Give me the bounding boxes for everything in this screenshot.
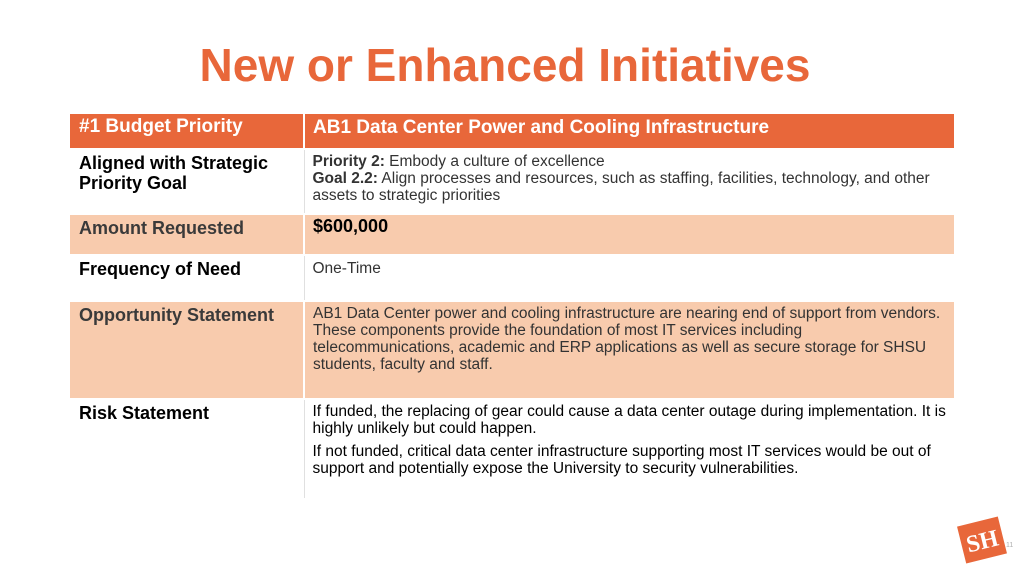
risk-funded-text: If funded, the replacing of gear could cause a data center outage during implementation. It is highly unlikely but could happen. [312,403,946,437]
frequency-label: Frequency of Need [70,255,304,301]
table-header-row [70,114,954,149]
aligned-goal-label: Aligned with Strategic Priority Goal [70,149,304,214]
frequency-value: One-Time [304,255,954,301]
priority-prefix: Priority 2: [312,153,385,170]
amount-requested-label: Amount Requested [70,214,304,255]
table-row [70,255,954,301]
page-number: 11 [1006,542,1014,549]
initiative-table [70,114,954,498]
shsu-logo-icon [956,516,1008,564]
page-title: New or Enhanced Initiatives [199,39,811,91]
opportunity-label: Opportunity Statement [70,301,304,399]
goal-prefix: Goal 2.2: [312,170,378,187]
table-row [70,301,954,399]
table-row [70,149,954,214]
risk-not-funded-text: If not funded, critical data center infrastructure supporting most IT services would be out of support and potentially expose the University to security vulnerabilities. [312,443,931,477]
risk-label: Risk Statement [70,399,304,498]
goal-text: Align processes and resources, such as staffing, facilities, technology, and other assets to strategic priorities [312,170,930,204]
opportunity-value: AB1 Data Center power and cooling infrastructure are nearing end of support from vendors. These components provide the foundation of most IT services including telecommunications, academic and ERP applications as well as secure storage for SHSU students, faculty and staff. [304,301,954,399]
budget-priority-value: AB1 Data Center Power and Cooling Infrastructure [304,114,954,149]
logo-text: SH [963,525,1002,559]
priority-text: Embody a culture of excellence [384,153,605,170]
aligned-goal-value [304,149,954,214]
table-row [70,399,954,498]
table-row [70,214,954,255]
amount-requested-value: $600,000 [304,214,954,255]
budget-priority-label: #1 Budget Priority [70,114,304,149]
risk-value [304,399,954,498]
